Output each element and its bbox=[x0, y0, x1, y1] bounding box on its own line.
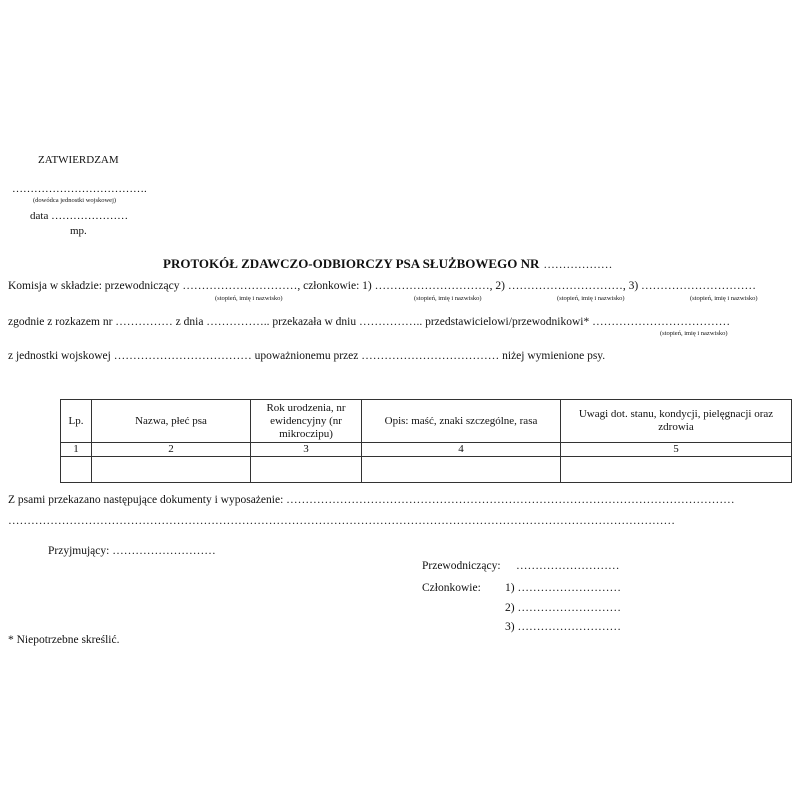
chairman-signature-line: ……………………… bbox=[516, 560, 620, 572]
order-line: zgodnie z rozkazem nr …………… z dnia …………….. przekazała w dniu …………….. przedstawicielowi/przewodnikowi* ……………………………… bbox=[8, 316, 731, 328]
header-description: Opis: maść, znaki szczególne, rasa bbox=[362, 400, 561, 443]
header-remarks: Uwagi dot. stanu, kondycji, pielęgnacji oraz zdrowia bbox=[561, 400, 792, 443]
commission-caption-member-2: (stopień, imię i nazwisko) bbox=[557, 295, 625, 302]
table-number-row bbox=[61, 443, 792, 457]
approval-heading: ZATWIERDZAM bbox=[38, 154, 119, 166]
commander-caption: (dowódca jednostki wojskowej) bbox=[33, 197, 117, 204]
table-cell bbox=[92, 457, 251, 483]
chairman-label: Przewodniczący: bbox=[422, 560, 501, 572]
dogs-table bbox=[60, 399, 792, 483]
commission-caption-member-3: (stopień, imię i nazwisko) bbox=[690, 295, 758, 302]
header-name-sex: Nazwa, płeć psa bbox=[92, 400, 251, 443]
table-cell bbox=[61, 457, 92, 483]
title-text: PROTOKÓŁ ZDAWCZO-ODBIORCZY PSA SŁUŻBOWEGO NR bbox=[163, 256, 540, 271]
table-header-row bbox=[61, 400, 792, 443]
member-signature-1: 1) ……………………… bbox=[505, 582, 621, 594]
title-number-line: ……………… bbox=[543, 259, 613, 271]
commission-caption-chairman: (stopień, imię i nazwisko) bbox=[215, 295, 283, 302]
member-signature-3: 3) ……………………… bbox=[505, 621, 621, 633]
table-cell bbox=[251, 457, 362, 483]
column-number: 4 bbox=[362, 443, 561, 457]
documents-line-1: Z psami przekazano następujące dokumenty i wyposażenie: ……………………………………………………………………………………………………… bbox=[8, 494, 735, 506]
column-number: 3 bbox=[251, 443, 362, 457]
order-caption: (stopień, imię i nazwisko) bbox=[660, 330, 728, 337]
approval-date: data ………………… bbox=[30, 210, 129, 222]
footnote: * Niepotrzebne skreślić. bbox=[8, 634, 120, 646]
seal-label: mp. bbox=[70, 225, 87, 237]
commission-line: Komisja w składzie: przewodniczący …………………………, członkowie: 1) …………………………, 2) …………………………, 3) ………………………… bbox=[8, 280, 757, 292]
column-number: 1 bbox=[61, 443, 92, 457]
document-title bbox=[163, 255, 612, 273]
commission-caption-member-1: (stopień, imię i nazwisko) bbox=[414, 295, 482, 302]
member-signature-2: 2) ……………………… bbox=[505, 602, 621, 614]
table-cell bbox=[561, 457, 792, 483]
table-row bbox=[61, 457, 792, 483]
column-number: 5 bbox=[561, 443, 792, 457]
receiver-signature: Przyjmujący: ……………………… bbox=[48, 545, 216, 557]
documents-line-2: ………………………………………………………………………………………………………………………………………………………… bbox=[8, 515, 675, 527]
table-cell bbox=[362, 457, 561, 483]
column-number: 2 bbox=[92, 443, 251, 457]
commander-signature-line: ………………………………. bbox=[12, 183, 147, 195]
members-label: Członkowie: bbox=[422, 582, 481, 594]
unit-line: z jednostki wojskowej ……………………………… upoważnionemu przez ……………………………… niżej wymienione psy. bbox=[8, 350, 606, 362]
header-birth-year: Rok urodzenia, nr ewidencyjny (nr mikroczipu) bbox=[251, 400, 362, 443]
header-lp: Lp. bbox=[61, 400, 92, 443]
